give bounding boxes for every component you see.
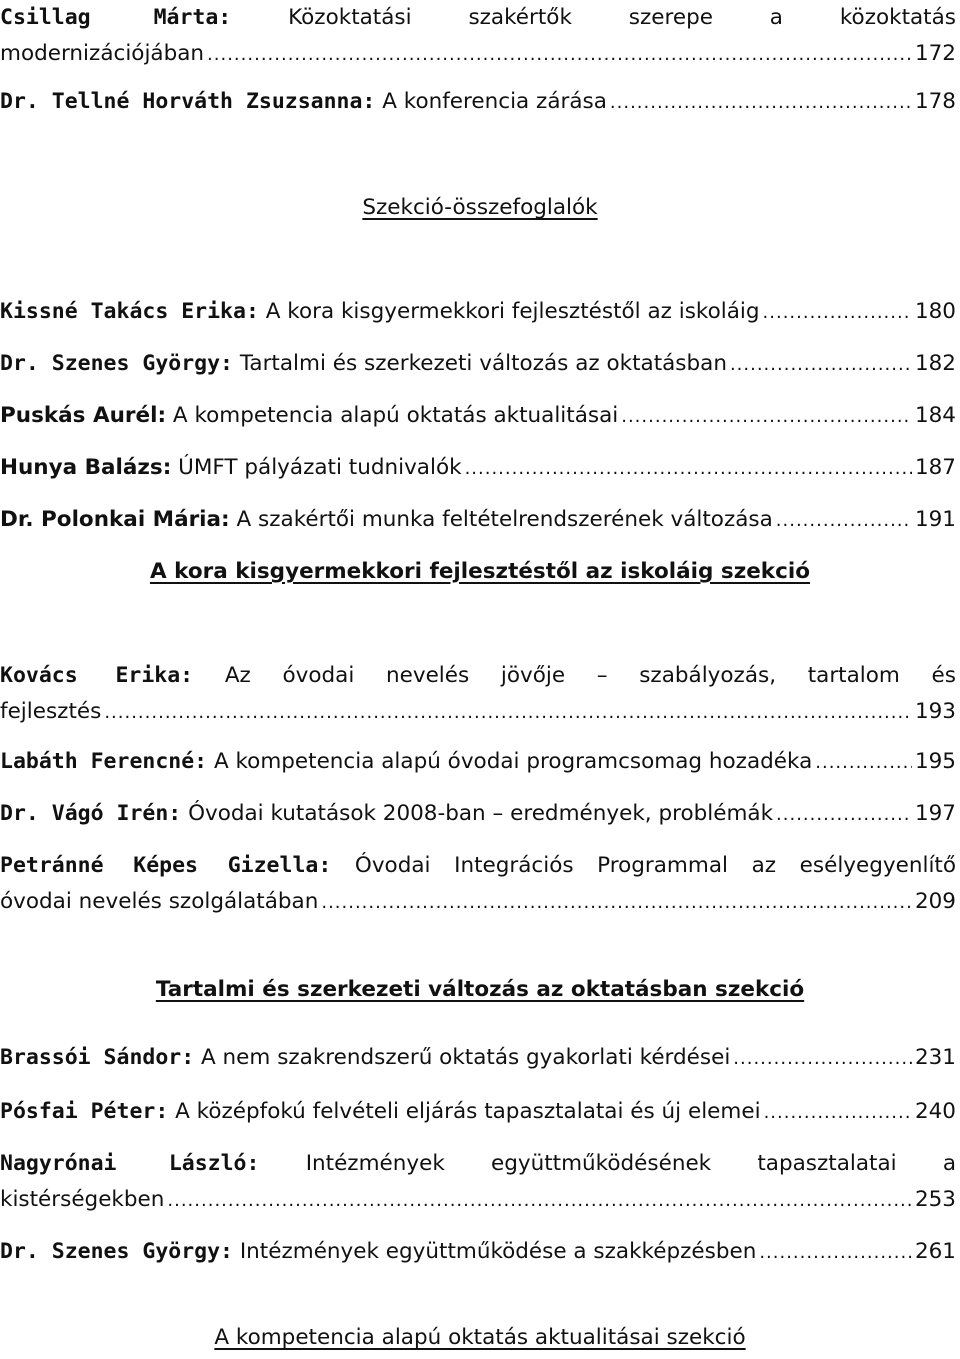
- toc-entry-line: [0, 1182, 956, 1218]
- toc-entry-line: [0, 1040, 956, 1076]
- toc-entry-line: [0, 848, 956, 884]
- section-heading: [0, 190, 960, 226]
- toc-author: Dr. Vágó Irén:: [0, 801, 182, 826]
- toc-entry-line: [0, 398, 956, 434]
- toc-leader: [764, 1095, 912, 1131]
- toc-author: Dr. Tellné Horváth Zsuzsanna:: [0, 89, 376, 114]
- section-heading-text: A kora kisgyermekkori fejlesztéstől az iskoláig szekció: [150, 559, 810, 584]
- toc-entry-line: [0, 1094, 956, 1130]
- toc-leader: [763, 295, 912, 331]
- section-heading: [0, 1320, 960, 1356]
- toc-entry-line: [0, 294, 956, 330]
- toc-entry-line: [0, 502, 956, 538]
- toc-entry: [0, 658, 956, 730]
- toc-entry: [0, 1234, 956, 1270]
- toc-title: A konferencia zárása: [382, 89, 607, 114]
- toc-leader: [465, 451, 912, 487]
- toc-title-continued: fejlesztés: [0, 699, 102, 724]
- toc-entry-line: [0, 450, 956, 486]
- toc-author: Pósfai Péter:: [0, 1099, 169, 1124]
- toc-leader: [759, 1235, 912, 1271]
- toc-page-number: 253: [914, 1187, 956, 1212]
- toc-title: ÚMFT pályázati tudnivalók: [178, 455, 462, 480]
- toc-page-number: 209: [914, 889, 956, 914]
- toc-entry-line: [0, 884, 956, 920]
- toc-leader: [207, 37, 912, 73]
- toc-leader: [104, 695, 912, 731]
- toc-author: Labáth Ferencné:: [0, 749, 208, 774]
- toc-entry: [0, 744, 956, 780]
- toc-title-continued: modernizációjában: [0, 41, 205, 66]
- toc-leader: [321, 885, 912, 921]
- toc-leader: [733, 1041, 912, 1077]
- toc-entry: [0, 398, 956, 434]
- toc-title: Intézmények együttműködése a szakképzésben: [239, 1239, 757, 1264]
- section-heading: [0, 554, 960, 590]
- toc-leader: [621, 399, 912, 435]
- toc-author: Brassói Sándor:: [0, 1045, 195, 1070]
- toc-entry: [0, 1040, 956, 1076]
- toc-entry: [0, 450, 956, 486]
- toc-leader: [167, 1183, 912, 1219]
- toc-entry-line: [0, 1234, 956, 1270]
- toc-title: A kora kisgyermekkori fejlesztéstől az iskoláig: [265, 299, 760, 324]
- toc-author: Dr. Polonkai Mária:: [0, 507, 230, 532]
- toc-page-number: 197: [914, 801, 956, 826]
- toc-title-continued: óvodai nevelés szolgálatában: [0, 889, 319, 914]
- toc-leader: [610, 85, 912, 121]
- toc-entry: [0, 84, 956, 120]
- toc-page-number: 191: [914, 507, 956, 532]
- toc-page-number: 184: [914, 403, 956, 428]
- toc-entry: [0, 796, 956, 832]
- toc-entry-line: [0, 694, 956, 730]
- toc-leader: [730, 347, 912, 383]
- toc-page-number: 240: [914, 1099, 956, 1124]
- toc-page-number: 261: [914, 1239, 956, 1264]
- section-heading-text: Szekció-összefoglalók: [362, 195, 598, 220]
- toc-entry-line: [0, 744, 956, 780]
- toc-page-number: 193: [914, 699, 956, 724]
- toc-title: Közoktatási szakértők szerepe a közoktatás: [288, 5, 956, 30]
- toc-entry: [0, 1146, 956, 1218]
- toc-entry: [0, 346, 956, 382]
- toc-page-number: 180: [914, 299, 956, 324]
- toc-title: A kompetencia alapú óvodai programcsomag hozadéka: [213, 749, 813, 774]
- toc-title: A nem szakrendszerű oktatás gyakorlati kérdései: [201, 1045, 731, 1070]
- toc-entry: [0, 1094, 956, 1130]
- toc-author: Hunya Balázs:: [0, 455, 172, 480]
- toc-author: Kissné Takács Erika:: [0, 299, 259, 324]
- toc-author: Puskás Aurél:: [0, 403, 167, 428]
- toc-title: A középfokú felvételi eljárás tapasztalatai és új elemei: [175, 1099, 761, 1124]
- toc-author: Csillag Márta:: [0, 5, 232, 30]
- toc-page-number: 178: [914, 89, 956, 114]
- section-heading: [0, 972, 960, 1008]
- toc-title: A szakértői munka feltételrendszerének változása: [236, 507, 773, 532]
- toc-leader: [776, 797, 912, 833]
- toc-page-number: 195: [914, 749, 956, 774]
- toc-entry-line: [0, 36, 956, 72]
- toc-page-number: 182: [914, 351, 956, 376]
- toc-page-number: 172: [914, 41, 956, 66]
- toc-entry-line: [0, 84, 956, 120]
- section-heading-text: Tartalmi és szerkezeti változás az oktatásban szekció: [155, 977, 805, 1002]
- toc-entry: [0, 0, 956, 72]
- toc-entry-line: [0, 346, 956, 382]
- toc-leader: [776, 503, 912, 539]
- toc-page-number: 231: [914, 1045, 956, 1070]
- toc-entry-line: [0, 0, 956, 36]
- toc-entry-line: [0, 658, 956, 694]
- toc-author: Petránné Képes Gizella:: [0, 853, 332, 878]
- toc-entry-line: [0, 796, 956, 832]
- toc-entry: [0, 502, 956, 538]
- toc-title-continued: kistérségekben: [0, 1187, 165, 1212]
- section-heading-text: A kompetencia alapú oktatás aktualitásai szekció: [214, 1325, 746, 1350]
- toc-title: A kompetencia alapú oktatás aktualitásai: [172, 403, 619, 428]
- toc-entry: [0, 294, 956, 330]
- toc-leader: [815, 745, 912, 781]
- toc-page-number: 187: [914, 455, 956, 480]
- toc-author: Nagyrónai László:: [0, 1151, 260, 1176]
- toc-author: Dr. Szenes György:: [0, 351, 233, 376]
- toc-title: Óvodai kutatások 2008-ban – eredmények, problémák: [188, 801, 774, 826]
- toc-title: Óvodai Integrációs Programmal az esélyegyenlítő: [354, 853, 956, 878]
- toc-title: Az óvodai nevelés jövője – szabályozás, tartalom és: [224, 663, 956, 688]
- toc-author: Dr. Szenes György:: [0, 1239, 233, 1264]
- toc-title: Intézmények együttműködésének tapasztalatai a: [305, 1151, 956, 1176]
- toc-author: Kovács Erika:: [0, 663, 194, 688]
- toc-title: Tartalmi és szerkezeti változás az oktatásban: [239, 351, 727, 376]
- toc-entry-line: [0, 1146, 956, 1182]
- toc-entry: [0, 848, 956, 920]
